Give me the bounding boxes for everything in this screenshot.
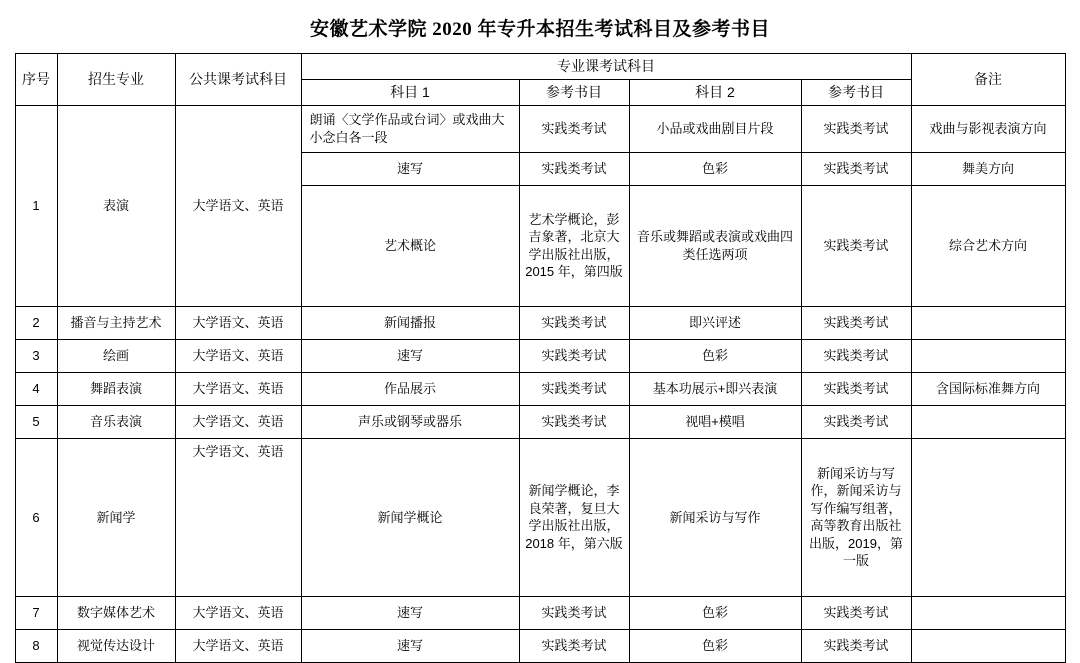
cell-seq: 2 [15, 306, 57, 339]
cell-ref2: 实践类考试 [801, 152, 911, 185]
table-row [15, 596, 1065, 629]
cell-remark [911, 596, 1065, 629]
cell-ref1: 实践类考试 [519, 152, 629, 185]
cell-public-subject: 大学语文、英语 [175, 372, 301, 405]
cell-seq: 4 [15, 372, 57, 405]
cell-subject2: 色彩 [629, 629, 801, 662]
cell-ref1: 实践类考试 [519, 105, 629, 152]
page-title: 安徽艺术学院 2020 年专升本招生考试科目及参考书目 [309, 19, 770, 40]
cell-subject2: 小品或戏曲剧目片段 [629, 105, 801, 152]
cell-subject2: 色彩 [629, 596, 801, 629]
cell-seq: 3 [15, 339, 57, 372]
cell-major: 数字媒体艺术 [57, 596, 175, 629]
cell-ref2: 实践类考试 [801, 339, 911, 372]
cell-ref1: 实践类考试 [519, 629, 629, 662]
table-row [15, 372, 1065, 405]
cell-subject2: 色彩 [629, 339, 801, 372]
cell-subject1: 速写 [301, 339, 519, 372]
cell-major: 视觉传达设计 [57, 629, 175, 662]
cell-subject1: 新闻播报 [301, 306, 519, 339]
header-major: 招生专业 [57, 54, 175, 106]
cell-major: 表演 [57, 105, 175, 306]
cell-remark: 综合艺术方向 [911, 185, 1065, 306]
header-seq: 序号 [15, 54, 57, 106]
cell-remark: 含国际标准舞方向 [911, 372, 1065, 405]
cell-subject2: 视唱+模唱 [629, 405, 801, 438]
cell-ref1: 实践类考试 [519, 306, 629, 339]
cell-seq: 7 [15, 596, 57, 629]
cell-seq: 6 [15, 438, 57, 596]
table-row [15, 438, 1065, 596]
cell-subject1: 艺术概论 [301, 185, 519, 306]
header-ref2: 参考书目 [801, 79, 911, 105]
cell-remark [911, 306, 1065, 339]
cell-public-subject: 大学语文、英语 [175, 306, 301, 339]
cell-ref2: 实践类考试 [801, 629, 911, 662]
cell-ref2: 实践类考试 [801, 185, 911, 306]
cell-ref2: 新闻采访与写作，新闻采访与写作编写组著，高等教育出版社出版，2019，第一版 [801, 438, 911, 596]
cell-public-subject: 大学语文、英语 [175, 105, 301, 306]
cell-ref2: 实践类考试 [801, 306, 911, 339]
header-professional-group: 专业课考试科目 [301, 54, 911, 80]
header-ref1: 参考书目 [519, 79, 629, 105]
cell-ref2: 实践类考试 [801, 372, 911, 405]
cell-remark [911, 438, 1065, 596]
cell-seq: 5 [15, 405, 57, 438]
cell-subject1: 速写 [301, 596, 519, 629]
cell-subject1: 新闻学概论 [301, 438, 519, 596]
cell-ref1: 艺术学概论，彭吉象著，北京大学出版社出版，2015 年，第四版 [519, 185, 629, 306]
header-public-subject: 公共课考试科目 [175, 54, 301, 106]
cell-major: 音乐表演 [57, 405, 175, 438]
cell-subject2: 新闻采访与写作 [629, 438, 801, 596]
cell-ref1: 新闻学概论，李良荣著，复旦大学出版社出版，2018 年，第六版 [519, 438, 629, 596]
cell-seq: 8 [15, 629, 57, 662]
cell-ref2: 实践类考试 [801, 405, 911, 438]
table-header [15, 54, 1065, 106]
table-row [15, 105, 1065, 152]
cell-major: 播音与主持艺术 [57, 306, 175, 339]
header-subject2: 科目 2 [629, 79, 801, 105]
header-remark: 备注 [911, 54, 1065, 106]
cell-remark [911, 629, 1065, 662]
header-row-1 [15, 54, 1065, 80]
table-row [15, 405, 1065, 438]
exam-subjects-table [15, 53, 1066, 663]
cell-ref1: 实践类考试 [519, 405, 629, 438]
cell-ref1: 实践类考试 [519, 596, 629, 629]
cell-subject2: 即兴评述 [629, 306, 801, 339]
cell-public-subject: 大学语文、英语 [175, 438, 301, 596]
cell-major: 新闻学 [57, 438, 175, 596]
cell-public-subject: 大学语文、英语 [175, 405, 301, 438]
cell-subject1: 速写 [301, 629, 519, 662]
cell-subject1: 朗诵〈文学作品或台词〉或戏曲大小念白各一段 [301, 105, 519, 152]
cell-ref2: 实践类考试 [801, 596, 911, 629]
cell-subject2: 基本功展示+即兴表演 [629, 372, 801, 405]
cell-major: 绘画 [57, 339, 175, 372]
cell-ref2: 实践类考试 [801, 105, 911, 152]
table-row [15, 306, 1065, 339]
cell-remark [911, 339, 1065, 372]
cell-subject2: 色彩 [629, 152, 801, 185]
cell-remark: 舞美方向 [911, 152, 1065, 185]
table-body [15, 105, 1065, 662]
cell-public-subject: 大学语文、英语 [175, 629, 301, 662]
cell-subject2: 音乐或舞蹈或表演或戏曲四类任选两项 [629, 185, 801, 306]
cell-remark: 戏曲与影视表演方向 [911, 105, 1065, 152]
cell-major: 舞蹈表演 [57, 372, 175, 405]
cell-subject1: 声乐或钢琴或器乐 [301, 405, 519, 438]
cell-public-subject: 大学语文、英语 [175, 339, 301, 372]
cell-ref1: 实践类考试 [519, 339, 629, 372]
cell-remark [911, 405, 1065, 438]
table-row [15, 339, 1065, 372]
table-row [15, 629, 1065, 662]
cell-public-subject: 大学语文、英语 [175, 596, 301, 629]
cell-ref1: 实践类考试 [519, 372, 629, 405]
header-subject1: 科目 1 [301, 79, 519, 105]
cell-seq: 1 [15, 105, 57, 306]
cell-subject1: 速写 [301, 152, 519, 185]
cell-subject1: 作品展示 [301, 372, 519, 405]
